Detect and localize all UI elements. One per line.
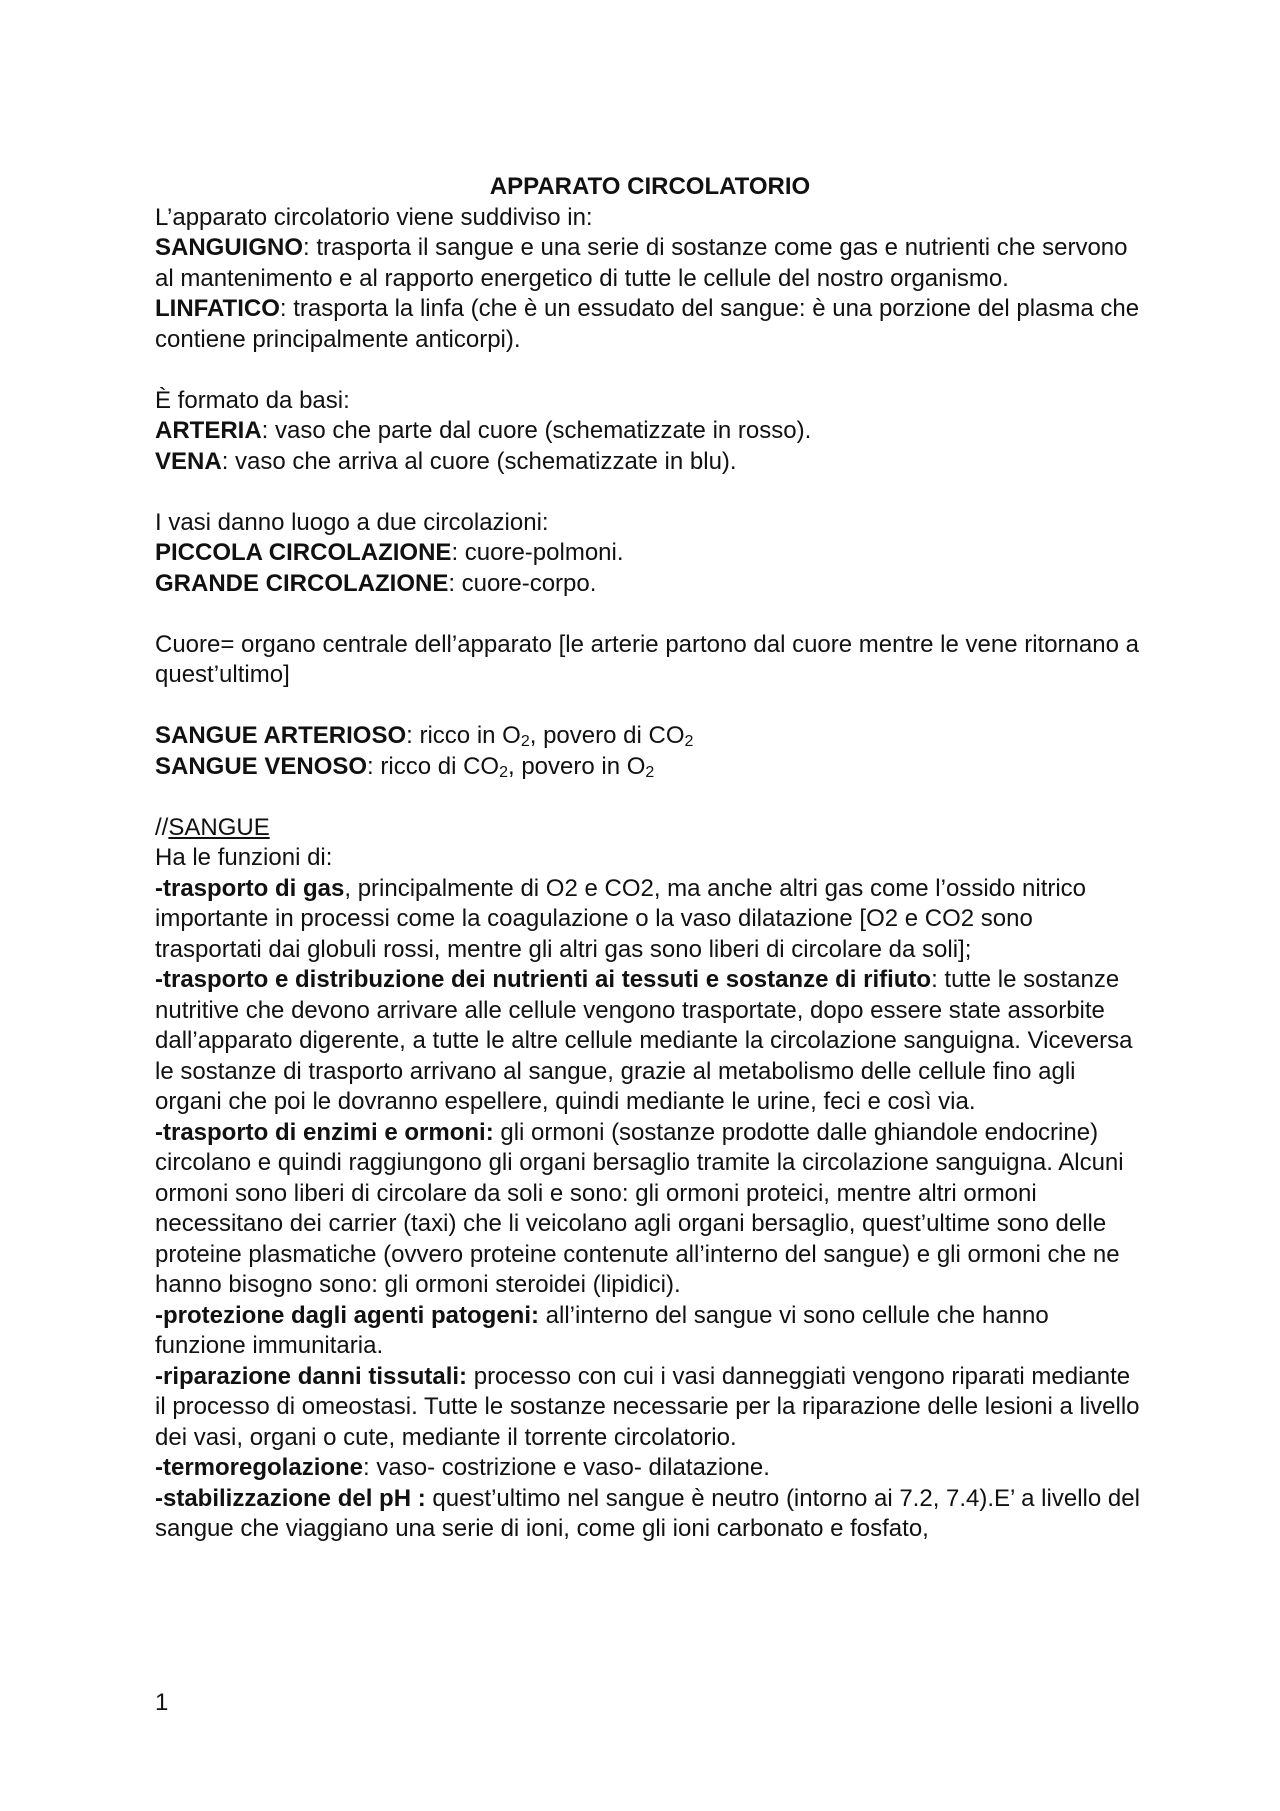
paragraph-vena bbox=[155, 447, 1145, 478]
document-body bbox=[155, 172, 1145, 1545]
circolazioni-intro: I vasi danno luogo a due circolazioni: bbox=[155, 508, 549, 536]
sangue-heading bbox=[155, 813, 1145, 844]
page-number: 1 bbox=[155, 1689, 169, 1716]
text-ormoni: gli ormoni (sostanze prodotte dalle ghiandole endocrine) circolano e quindi raggiungono gli organi bersaglio tramite la circolazione sanguigna. Alcuni ormoni sono liberi di circolare da soli e sono: gli ormoni proteici, mentre altri ormoni necessitano dei carrier (taxi) che li veicolano agli organi bersaglio, quest’ultime sono delle proteine plasmatiche (ovvero proteine contenute all’interno del sangue) e gli ormoni che ne hanno bisogno sono: gli ormoni steroidei (lipidici). bbox=[155, 1118, 1124, 1298]
term-termoregolazione: -termoregolazione bbox=[155, 1454, 364, 1481]
term-riparazione: -riparazione danni tissutali: bbox=[155, 1362, 468, 1390]
text-piccola: : cuore-polmoni. bbox=[451, 539, 624, 566]
term-venoso: SANGUE VENOSO bbox=[155, 752, 368, 780]
text-venoso-1: : ricco di CO bbox=[367, 752, 500, 780]
text-arterioso-2: , povero di CO bbox=[529, 722, 685, 749]
text-grande: : cuore-corpo. bbox=[448, 569, 597, 597]
sangue-prefix: // bbox=[155, 813, 169, 841]
basi-intro: È formato da basi: bbox=[155, 386, 350, 414]
subscript: 2 bbox=[520, 733, 530, 750]
term-protezione: -protezione dagli agenti patogeni: bbox=[155, 1301, 539, 1329]
text-riparazione: processo con cui i vasi danneggiati vengono riparati mediante il processo di omeostasi. Tutte le sostanze necessarie per la riparazione delle lesioni a livello dei vasi, organi o cute, mediante il torrente circolatorio. bbox=[155, 1362, 1140, 1451]
term-sanguigno: SANGUIGNO bbox=[155, 234, 304, 261]
term-grande: GRANDE CIRCOLAZIONE bbox=[155, 569, 449, 597]
term-arterioso: SANGUE ARTERIOSO bbox=[155, 722, 407, 749]
text-arteria: : vaso che parte dal cuore (schematizzate in rosso). bbox=[261, 417, 812, 444]
paragraph-arteria bbox=[155, 416, 1145, 447]
text-protezione: all’interno del sangue vi sono cellule che hanno funzione immunitaria. bbox=[155, 1301, 1049, 1359]
term-piccola: PICCOLA CIRCOLAZIONE bbox=[155, 539, 452, 566]
term-gas: -trasporto di gas bbox=[155, 874, 345, 902]
text-gas: , principalmente di O2 e CO2, ma anche altri gas come l’ossido nitrico importante in processi come la coagulazione o la vaso dilatazione [O2 e CO2 sono trasportati dai globuli rossi, mentre gli altri gas sono liberi di circolare da soli]; bbox=[155, 874, 1087, 963]
text-sanguigno: : trasporta il sangue e una serie di sostanze come gas e nutrienti che servono al mantenimento e al rapporto energetico di tutte le cellule del nostro organismo. bbox=[155, 234, 1128, 292]
spacer bbox=[155, 691, 1145, 722]
text-venoso-2: , povero in O bbox=[507, 752, 646, 780]
spacer bbox=[155, 782, 1145, 813]
text-nutrienti: : tutte le sostanze nutritive che devono arrivare alle cellule vengono trasportate, dopo essere state assorbite dall’apparato digerente, a tutte le altre cellule mediante la circolazione sanguigna. Viceversa le sostanze di trasporto arrivano al sangue, grazie al metabolismo delle cellule fino agli organi che poi le dovranno espellere, quindi mediante le urine, feci e così via. bbox=[155, 966, 1133, 1115]
subscript: 2 bbox=[684, 733, 694, 750]
term-nutrienti: -trasporto e distribuzione dei nutrienti ai tessuti e sostanze di rifiuto bbox=[155, 966, 932, 993]
funzioni-intro: Ha le funzioni di: bbox=[155, 844, 333, 871]
funzione-nutrienti bbox=[155, 965, 1145, 1118]
funzione-riparazione bbox=[155, 1362, 1145, 1454]
paragraph-arterioso bbox=[155, 721, 1145, 752]
spacer bbox=[155, 599, 1145, 630]
sangue-title: SANGUE bbox=[168, 813, 270, 841]
funzione-ph bbox=[155, 1484, 1145, 1545]
paragraph-grande bbox=[155, 569, 1145, 600]
term-ph: -stabilizzazione del pH : bbox=[155, 1484, 426, 1512]
term-vena: VENA bbox=[155, 447, 222, 475]
paragraph-linfatico bbox=[155, 294, 1145, 355]
text-termoregolazione: : vaso- costrizione e vaso- dilatazione. bbox=[363, 1454, 770, 1481]
funzione-protezione bbox=[155, 1301, 1145, 1362]
intro-text: L’apparato circolatorio viene suddiviso in: bbox=[155, 203, 593, 231]
spacer bbox=[155, 355, 1145, 386]
text-ph: quest’ultimo nel sangue è neutro (intorno ai 7.2, 7.4).E’ a livello del sangue che viaggiano una serie di ioni, come gli ioni carbonato e fosfato, bbox=[155, 1484, 1140, 1542]
term-ormoni: -trasporto di enzimi e ormoni: bbox=[155, 1118, 494, 1146]
term-arteria: ARTERIA bbox=[155, 417, 262, 444]
paragraph-sanguigno bbox=[155, 233, 1145, 294]
text-arterioso-1: : ricco in O bbox=[406, 722, 521, 749]
paragraph-venoso bbox=[155, 752, 1145, 783]
funzione-termoregolazione bbox=[155, 1453, 1145, 1484]
document-title: APPARATO CIRCOLATORIO bbox=[489, 173, 811, 200]
paragraph-piccola bbox=[155, 538, 1145, 569]
funzione-gas bbox=[155, 874, 1145, 966]
text-vena: : vaso che arriva al cuore (schematizzate in blu). bbox=[221, 447, 737, 475]
text-linfatico: : trasporta la linfa (che è un essudato del sangue: è una porzione del plasma che contiene principalmente anticorpi). bbox=[155, 295, 1140, 353]
term-linfatico: LINFATICO bbox=[155, 295, 280, 322]
paragraph-cuore: Cuore= organo centrale dell’apparato [le arterie partono dal cuore mentre le vene ritornano a quest’ultimo] bbox=[155, 630, 1139, 688]
subscript: 2 bbox=[645, 763, 655, 781]
subscript: 2 bbox=[499, 763, 508, 781]
spacer bbox=[155, 477, 1145, 508]
funzione-ormoni bbox=[155, 1118, 1145, 1301]
